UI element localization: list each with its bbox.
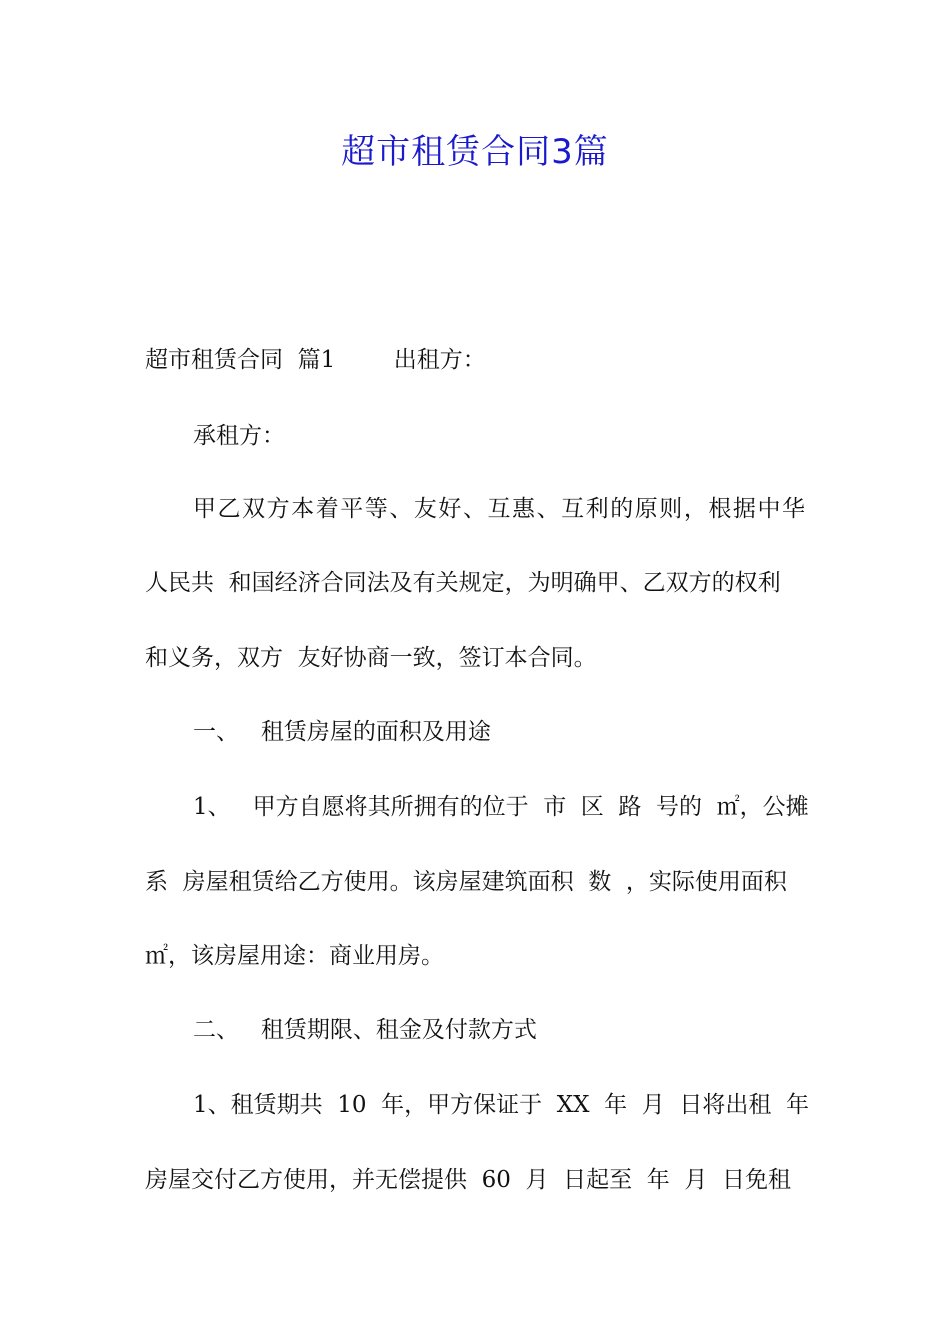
contract-header-line: 超市租赁合同 篇1 出租方： — [145, 347, 486, 373]
section-heading: 二、 租赁期限、租金及付款方式 — [193, 1017, 537, 1043]
paragraph-line: 和义务，双方 友好协商一致，签订本合同。 — [145, 645, 597, 671]
paragraph-line: 系 房屋租赁给乙方使用。该房屋建筑面积 数 ，实际使用面积 — [145, 869, 787, 895]
paragraph-line: ㎡，该房屋用途：商业用房。 — [145, 943, 444, 969]
section-heading: 一、 租赁房屋的面积及用途 — [193, 719, 491, 745]
document-title: 超市租赁合同3篇 — [341, 132, 609, 172]
paragraph-line: 房屋交付乙方使用，并无偿提供 60 月 日起至 年 月 日免租 — [145, 1167, 791, 1193]
paragraph-line: 甲乙双方本着平等、友好、互惠、互利的原则，根据中华 — [193, 496, 805, 522]
paragraph-line: 1、租赁期共 10 年，甲方保证于 XX 年 月 日将出租 年 — [193, 1092, 810, 1118]
paragraph-line: 1、 甲方自愿将其所拥有的位于 市 区 路 号的 ㎡，公摊 — [193, 794, 809, 820]
paragraph-line: 人民共 和国经济合同法及有关规定，为明确甲、乙双方的权利 — [145, 570, 781, 596]
lessee-line: 承租方： — [193, 423, 285, 449]
